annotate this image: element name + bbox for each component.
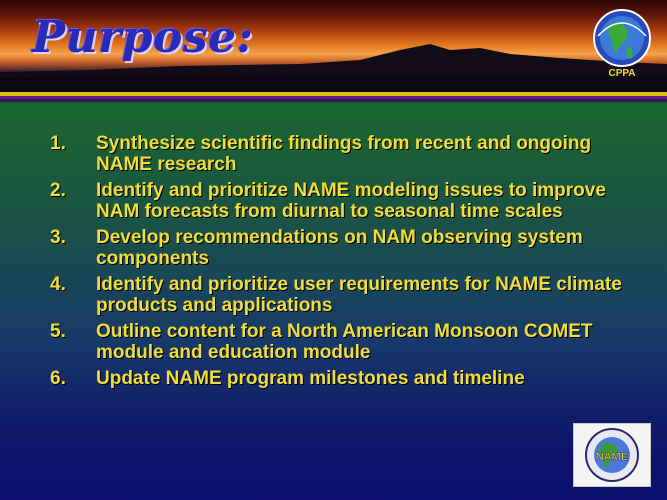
cppa-globe-logo-icon <box>590 6 654 80</box>
list-item <box>50 368 640 389</box>
item-number: 2. <box>50 180 66 201</box>
item-text: Identify and prioritize NAME modeling issues to improve NAM forecasts from diurnal to seasonal time scales <box>96 180 606 222</box>
item-text: Develop recommendations on NAM observing system components <box>96 227 583 269</box>
list-item <box>50 274 640 316</box>
name-globe-logo-icon <box>574 424 650 486</box>
list-item <box>50 321 640 363</box>
item-text: Identify and prioritize user requirements for NAME climate products and applications <box>96 274 622 316</box>
name-logo-text: NAME <box>595 451 629 463</box>
list-item <box>50 133 640 175</box>
purpose-list <box>50 133 640 394</box>
item-text: Update NAME program milestones and timeline <box>96 368 525 389</box>
divider-dark <box>0 99 667 102</box>
item-text: Synthesize scientific findings from recent and ongoing NAME research <box>96 133 592 175</box>
cppa-logo-text: CPPA <box>608 68 636 79</box>
item-number: 3. <box>50 227 66 248</box>
item-number: 5. <box>50 321 66 342</box>
item-number: 6. <box>50 368 66 389</box>
list-item <box>50 227 640 269</box>
item-number: 1. <box>50 133 66 154</box>
item-text: Outline content for a North American Monsoon COMET module and education module <box>96 321 593 363</box>
name-experiment-logo <box>573 423 651 487</box>
slide-title: Purpose: <box>32 12 254 63</box>
item-number: 4. <box>50 274 66 295</box>
list-item <box>50 180 640 222</box>
